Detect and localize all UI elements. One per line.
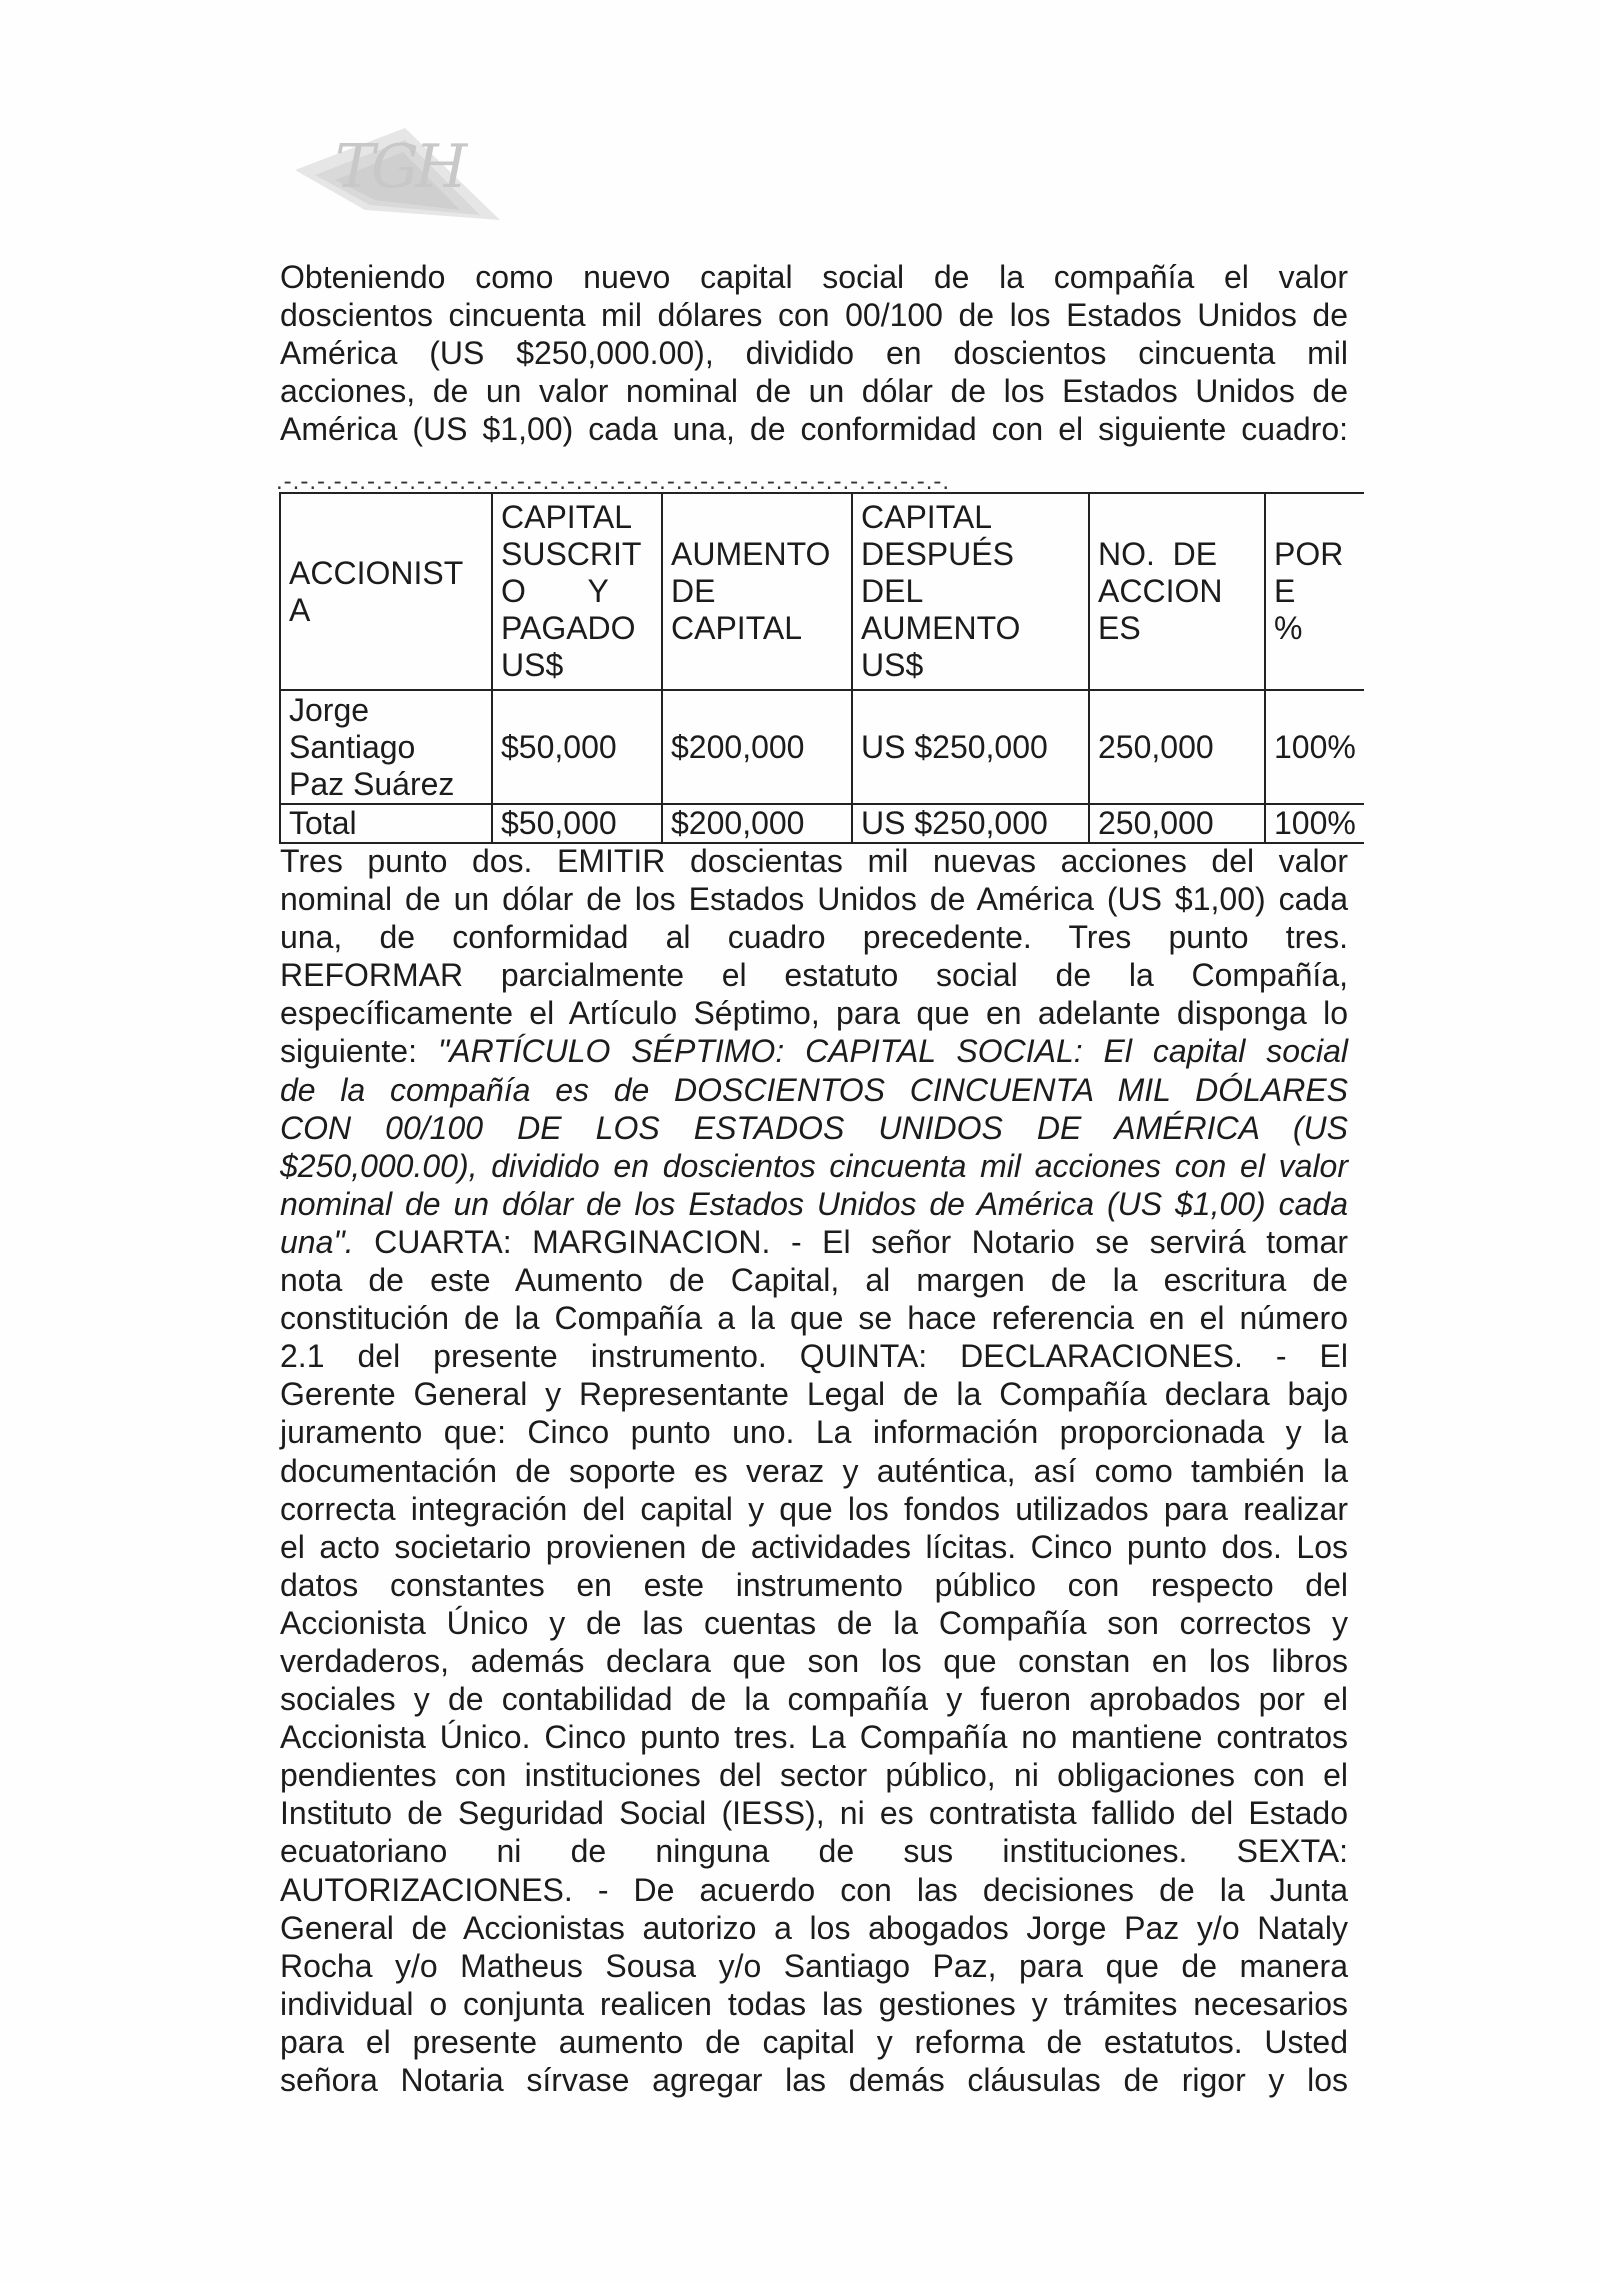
body-line: documentación de soporte es veraz y auténtica, así como también la [280,1452,1348,1489]
body-line: General de Accionistas autorizo a los abogados Jorge Paz y/o Nataly [280,1909,1348,1946]
body-line: sociales y de contabilidad de la compañía y fueron aprobados por el [280,1681,1348,1718]
body-line: para el presente aumento de capital y reforma de estatutos. Usted [280,2023,1348,2060]
cell-shares: 250,000 [1089,690,1265,804]
header-percent [1265,493,1364,690]
header-text: CAPITAL [671,610,802,646]
header-shares [1089,493,1265,690]
cell-capital-after: US $250,000 [852,804,1089,843]
cell-text: Santiago [289,728,416,765]
body-line: $250,000.00), dividido en doscientos cincuenta mil acciones con el valor [280,1147,1348,1184]
article-quote: una". [280,1223,354,1260]
cell-percent: 100% [1265,804,1364,843]
body-line: específicamente el Artículo Séptimo, para que en adelante disponga lo [280,995,1348,1032]
body-line: ecuatoriano ni de ninguna de sus instituciones. SEXTA: [280,1833,1348,1870]
body-line: nominal de un dólar de los Estados Unidos de América (US $1,00) cada [280,1185,1348,1222]
header-text: % [1274,610,1303,646]
cell-text: Paz Suárez [289,765,455,802]
header-text: DESPUÉS [861,536,1014,572]
cell-capital-paid: $50,000 [492,690,662,804]
article-quote: "ARTÍCULO SÉPTIMO: CAPITAL SOCIAL: El capital social [437,1033,1349,1070]
body-line: pendientes con instituciones del sector público, ni obligaciones con el [280,1757,1348,1794]
cell-capital-after: US $250,000 [852,690,1089,804]
header-text: O Y [501,573,609,609]
header-text: AUMENTO [861,610,1021,646]
table-row [280,690,1364,804]
header-text: DE [671,573,716,609]
body-line: Gerente General y Representante Legal de la Compañía declara bajo [280,1376,1348,1413]
body-line: CON 00/100 DE LOS ESTADOS UNIDOS DE AMÉRICA (US [280,1109,1348,1146]
header-text: CAPITAL [501,499,632,535]
body-line: constitución de la Compañía a la que se hace referencia en el número [280,1300,1348,1337]
body-line: correcta integración del capital y que los fondos utilizados para realizar [280,1490,1348,1527]
header-text: ACCIONIST [289,554,464,591]
cell-increase: $200,000 [662,690,852,804]
body-line: de la compañía es de DOSCIENTOS CINCUENTA MIL DÓLARES [280,1071,1348,1108]
body-line: el acto societario provienen de actividades lícitas. Cinco punto dos. Los [280,1528,1348,1565]
header-text: ACCION [1098,573,1223,609]
cell-shareholder: Total [280,804,492,843]
capital-table [279,492,1364,844]
header-text: NO. DE [1098,536,1218,572]
cell-increase: $200,000 [662,804,852,843]
body-line: señora Notaria sírvase agregar las demás cláusulas de rigor y los [280,2062,1348,2098]
header-text: E [1274,573,1296,609]
header-text: SUSCRIT [501,536,642,572]
body-line: Rocha y/o Matheus Sousa y/o Santiago Paz, para que de manera [280,1947,1348,1984]
body-line: nominal de un dólar de los Estados Unidos de América (US $1,00) cada [280,881,1348,918]
body-line: datos constantes en este instrumento público con respecto del [280,1566,1348,1603]
intro-line: América (US $250,000.00), dividido en doscientos cincuenta mil [280,335,1348,371]
body-line: 2.1 del presente instrumento. QUINTA: DECLARACIONES. - El [280,1338,1348,1375]
header-text: PAGADO [501,610,636,646]
body-line: verdaderos, además declara que son los que constan en los libros [280,1642,1348,1679]
intro-line: doscientos cincuenta mil dólares con 00/100 de los Estados Unidos de [280,297,1348,333]
cell-capital-paid: $50,000 [492,804,662,843]
header-text: A [289,591,311,628]
cell-shareholder [280,690,492,804]
body-line: siguiente: "ARTÍCULO SÉPTIMO: CAPITAL SOCIAL: El capital social [280,1033,1349,1070]
header-text: AUMENTO [671,536,831,572]
intro-line: Obteniendo como nuevo capital social de la compañía el valor [280,259,1348,295]
header-increase [662,493,852,690]
body-line: Instituto de Seguridad Social (IESS), ni es contratista fallido del Estado [280,1795,1348,1832]
body-paragraph [280,842,1348,2099]
intro-paragraph [280,258,1348,448]
logo-lettering: TGH [335,132,464,202]
header-text: US$ [501,647,564,683]
separator-line: .-.-.-.-.-.-.-.-.-.-.-.-.-.-.-.-.-.-.-.-.-.-.-.-.-.-.-.-.-.-.-.-.-.-.-.-.-.-.-.-. [276,468,951,495]
intro-line: América (US $1,00) cada una, de conformidad con el siguiente cuadro: [280,411,1348,447]
body-line: Accionista Único. Cinco punto tres. La Compañía no mantiene contratos [280,1719,1348,1756]
intro-line: acciones, de un valor nominal de un dólar de los Estados Unidos de [280,373,1348,409]
header-text: POR [1274,536,1344,572]
body-line: REFORMAR parcialmente el estatuto social de la Compañía, [280,957,1348,994]
cell-text: Jorge [289,691,370,728]
body-line: Accionista Único y de las cuentas de la Compañía son correctos y [280,1604,1348,1641]
body-line: nota de este Aumento de Capital, al margen de la escritura de [280,1262,1348,1299]
notary-logo [275,120,515,240]
header-capital-after [852,493,1089,690]
cell-shares: 250,000 [1089,804,1265,843]
body-line: individual o conjunta realicen todas las gestiones y trámites necesarios [280,1985,1348,2022]
body-line: una, de conformidad al cuadro precedente. Tres punto tres. [280,919,1348,956]
header-capital-paid [492,493,662,690]
body-line: AUTORIZACIONES. - De acuerdo con las decisiones de la Junta [280,1871,1348,1908]
body-line: juramento que: Cinco punto uno. La información proporcionada y la [280,1414,1348,1451]
cell-percent: 100% [1265,690,1364,804]
table-total-row [280,804,1364,843]
header-text: US$ [861,647,924,683]
header-text: DEL [861,573,924,609]
header-text: CAPITAL [861,499,992,535]
body-line: una". CUARTA: MARGINACION. - El señor Notario se servirá tomar [280,1223,1348,1260]
body-line: Tres punto dos. EMITIR doscientas mil nuevas acciones del valor [280,843,1348,879]
table-header-row [280,493,1364,690]
header-shareholder [280,493,492,690]
header-text: ES [1098,610,1141,646]
